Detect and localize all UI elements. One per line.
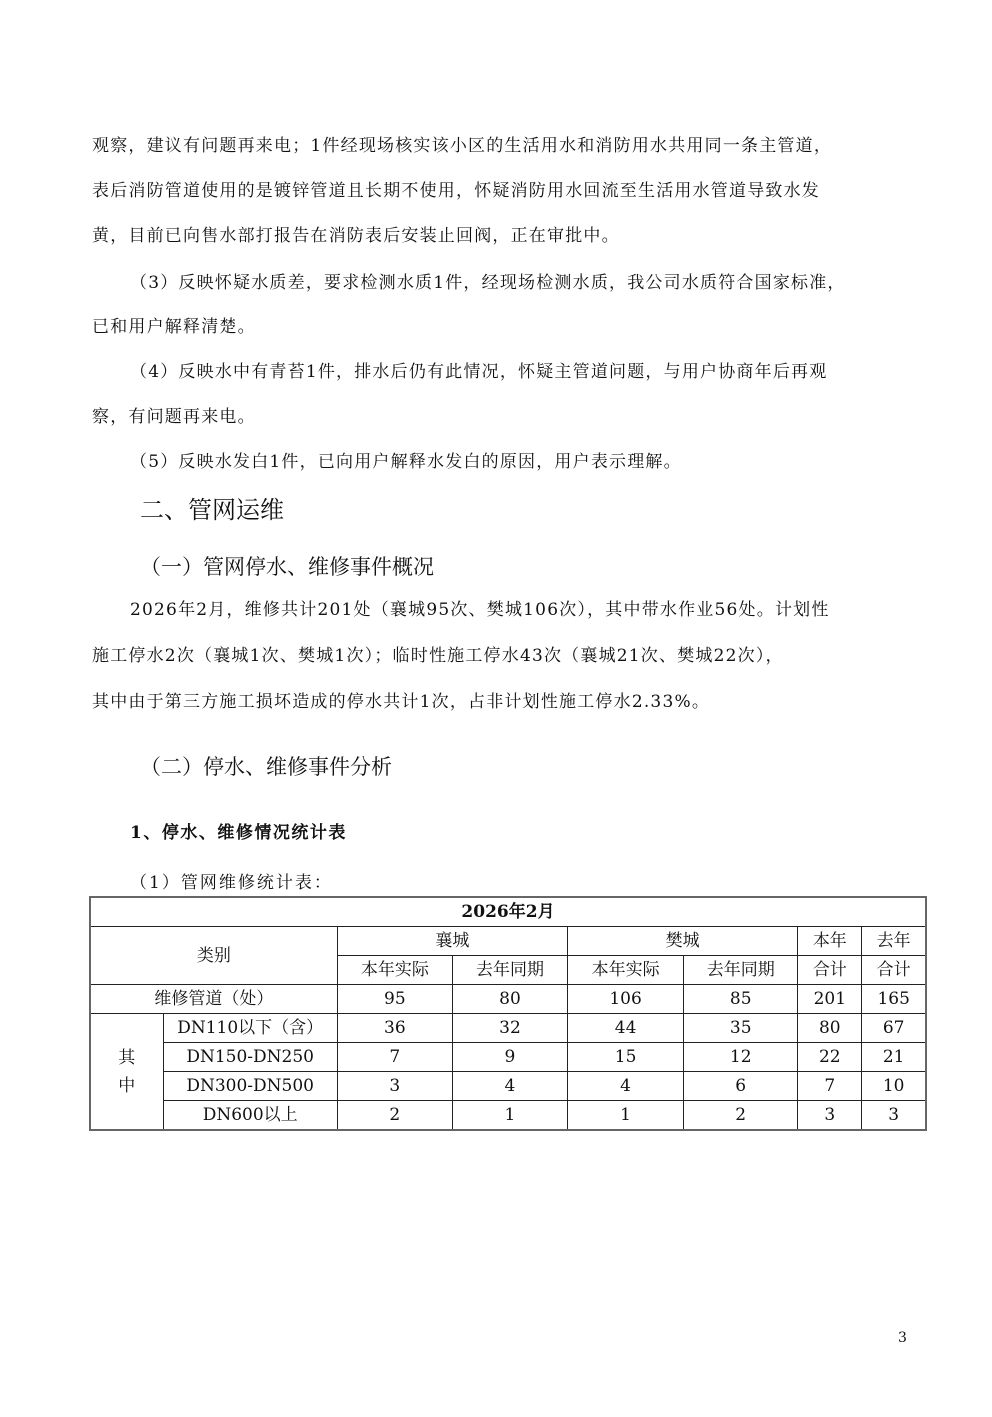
- last-year-same-header: 去年同期: [684, 956, 798, 985]
- paragraph-line: （5）反映水发白1件，已向用户解释水发白的原因，用户表示理解。: [130, 452, 682, 472]
- cell: 9: [452, 1043, 567, 1072]
- this-year-total-header: 本年: [798, 927, 862, 956]
- paragraph-line: 察，有问题再来电。: [92, 407, 256, 427]
- summary-line: 2026年2月，维修共计201处（襄城95次、樊城106次），其中带水作业56处。计划性: [130, 600, 830, 620]
- cell: 36: [337, 1014, 452, 1043]
- cell: 80: [452, 985, 567, 1014]
- repair-stats-table: [89, 896, 927, 1131]
- cell: 165: [862, 985, 926, 1014]
- district-a-header: 襄城: [337, 927, 567, 956]
- cell: 44: [568, 1014, 684, 1043]
- row-label: DN150-DN250: [163, 1043, 337, 1072]
- page-number: 3: [898, 1330, 907, 1346]
- cell: 3: [337, 1072, 452, 1101]
- paragraph-line: 表后消防管道使用的是镀锌管道且长期不使用，怀疑消防用水回流至生活用水管道导致水发: [92, 181, 820, 201]
- row-label: DN110以下（含）: [163, 1014, 337, 1043]
- cell: 95: [337, 985, 452, 1014]
- table-row: [90, 985, 926, 1014]
- cell: 2: [684, 1101, 798, 1131]
- cell: 4: [452, 1072, 567, 1101]
- cell: 4: [568, 1072, 684, 1101]
- cell: 3: [862, 1101, 926, 1131]
- item-title: 1、停水、维修情况统计表: [130, 823, 347, 843]
- summary-line: 施工停水2次（襄城1次、樊城1次）；临时性施工停水43次（襄城21次、樊城22次），: [92, 646, 784, 666]
- subsection-title: （二）停水、维修事件分析: [140, 755, 392, 779]
- cell: 21: [862, 1043, 926, 1072]
- row-label: 维修管道（处）: [90, 985, 337, 1014]
- summary-line: 其中由于第三方施工损坏造成的停水共计1次，占非计划性施工停水2.33%。: [92, 692, 711, 712]
- group-label-1: 其: [118, 1047, 136, 1068]
- cell: 6: [684, 1072, 798, 1101]
- category-header: 类别: [90, 927, 337, 985]
- cell: 80: [798, 1014, 862, 1043]
- cell: 2: [337, 1101, 452, 1131]
- cell: 32: [452, 1014, 567, 1043]
- cell: 1: [452, 1101, 567, 1131]
- last-year-total-header: 去年: [862, 927, 926, 956]
- last-year-total-header: 合计: [862, 956, 926, 985]
- table-row: [90, 1072, 926, 1101]
- row-label: DN600以上: [163, 1101, 337, 1131]
- paragraph-line: 观察，建议有问题再来电；1件经现场核实该小区的生活用水和消防用水共用同一条主管道，: [92, 136, 833, 156]
- cell: 7: [798, 1072, 862, 1101]
- cell: 3: [798, 1101, 862, 1131]
- paragraph-line: 已和用户解释清楚。: [92, 317, 256, 337]
- cell: 10: [862, 1072, 926, 1101]
- group-label-2: 中: [118, 1075, 136, 1096]
- cell: 22: [798, 1043, 862, 1072]
- district-b-header: 樊城: [568, 927, 798, 956]
- paragraph-line: （4）反映水中有青苔1件，排水后仍有此情况，怀疑主管道问题，与用户协商年后再观: [130, 362, 828, 382]
- cell: 67: [862, 1014, 926, 1043]
- cell: 7: [337, 1043, 452, 1072]
- paragraph-line: 黄，目前已向售水部打报告在消防表后安装止回阀，正在审批中。: [92, 226, 620, 246]
- table-period-header: 2026年2月: [90, 897, 926, 927]
- cell: 85: [684, 985, 798, 1014]
- table-row: [90, 1101, 926, 1131]
- paragraph-line: （3）反映怀疑水质差，要求检测水质1件，经现场检测水质，我公司水质符合国家标准，: [130, 273, 846, 293]
- cell: 106: [568, 985, 684, 1014]
- row-label: DN300-DN500: [163, 1072, 337, 1101]
- last-year-same-header: 去年同期: [452, 956, 567, 985]
- table-row: [90, 1043, 926, 1072]
- cell: 12: [684, 1043, 798, 1072]
- this-year-actual-header: 本年实际: [568, 956, 684, 985]
- section-title: 二、管网运维: [140, 496, 284, 524]
- subsection-title: （一）管网停水、维修事件概况: [140, 555, 434, 579]
- cell: 201: [798, 985, 862, 1014]
- this-year-actual-header: 本年实际: [337, 956, 452, 985]
- cell: 35: [684, 1014, 798, 1043]
- cell: 15: [568, 1043, 684, 1072]
- table-caption: （1）管网维修统计表：: [130, 873, 333, 893]
- this-year-total-header: 合计: [798, 956, 862, 985]
- cell: 1: [568, 1101, 684, 1131]
- group-label: [90, 1014, 163, 1131]
- table-row: [90, 1014, 926, 1043]
